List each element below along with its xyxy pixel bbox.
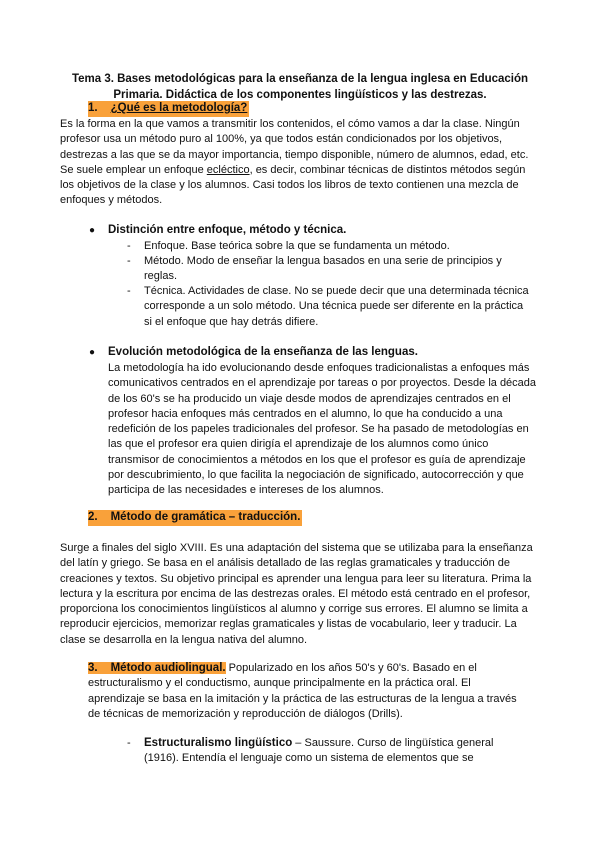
bullet-2-paragraph: La metodología ha ido evolucionando desde enfoques tradicionalistas a enfoques más comunicativos centrados en el aprendizaje por tareas o por proyectos. Desde la década de los 60's se ha producido un viaje desde modos de aprendizajes centrados en el profesor hacia enfoques más centrados en el alumno, lo que ha conducido a una redefición de los papeles tradicionales del profesor. Se ha pasado de metodologías en las que el profesor era quien dirigía el aprendizaje de los alumnos como único transmisor de conocimientos a métodos en los que el profesor es guía de aprendizaje por descubrimiento, lo que facilita la negociación de significado, autocorrección y que participa de las necesidades e intereses de los alumnos. (108, 362, 537, 497)
section-3-sub-dash: - (127, 737, 131, 749)
section-3-title: Método audiolingual. (110, 662, 226, 674)
section-1-paragraph (60, 117, 540, 209)
section-2-heading (88, 510, 302, 526)
section-3-sub-title: Estructuralismo lingüístico (144, 737, 293, 749)
section-3-number: 3. (88, 662, 98, 674)
section-3-heading (88, 662, 226, 674)
bullet-1-item-1-dash: - (127, 240, 131, 252)
section-2-paragraph: Surge a finales del siglo XVIII. Es una adaptación del sistema que se utilizaba para la enseñanza del latín y griego. Se basa en el análisis detallado de las reglas gramaticales y traducción de creaciones y textos. Su objetivo principal es aprender una lengua para leer su literatura. Prima la lectura y la escritura por encima de las destrezas orales. El método está centrado en el profesor, proporciona los conocimientos lingüísticos al alumno y corrige sus errores. El alumno se limita a reproducir ejercicios, memorizar reglas gramaticales y listas de vocabulario, leer y traducir. La clase se desarrolla en la lengua nativa del alumno. (60, 542, 533, 646)
bullet-2-title: Evolución metodológica de la enseñanza de las lenguas. (108, 346, 418, 358)
section-1-number: 1. (88, 102, 98, 114)
title-line-2: Primaria. Didáctica de los componentes lingüísticos y las destrezas. (113, 88, 487, 101)
section-3-sub-item (144, 736, 519, 767)
bullet-1-item-2-dash: - (127, 255, 131, 267)
bullet-2-marker: ● (89, 347, 96, 358)
bullet-1-item-3-dash: - (127, 285, 131, 297)
section-2-number: 2. (88, 511, 98, 523)
eclectico-word: ecléctico (206, 163, 250, 176)
bullet-1-marker: ● (89, 225, 96, 236)
section-2-title: Método de gramática – traducción. (110, 511, 301, 523)
section-3-sub-text: – Saussure. Curso de lingüística general (1916). Entendía el lenguaje como un sistema de elementos que se (144, 737, 494, 765)
bullet-1-item-3: Técnica. Actividades de clase. No se puede decir que una determinada técnica corresponde a un solo método. Una técnica puede ser diferente en la práctica si el enfoque que hay detrás difiere. (144, 285, 529, 328)
section-1-title: ¿Qué es la metodología? (110, 102, 248, 114)
section-1-text-b: , es decir, combinar técnicas de distintos métodos según los objetivos de la clase y los alumnos. Casi todos los libros de texto contienen una mezcla de enfoques y métodos. (60, 163, 526, 207)
section-1-text-a: Es la forma en la que vamos a transmitir los contenidos, el cómo vamos a dar la clase. Ningún profesor usa un método puro al 100%, ya que todos están condicionados por los objetivos, destrezas a las que se da mayor importancia, tiempo disponible, número de alumnos, edad, etc. Se suele emplear un enfoque (60, 118, 529, 176)
bullet-1-title: Distinción entre enfoque, método y técnica. (108, 224, 347, 236)
document-title (60, 72, 540, 103)
section-1-heading (88, 101, 249, 117)
bullet-1-item-2: Método. Modo de enseñar la lengua basados en una serie de principios y reglas. (144, 255, 502, 283)
bullet-1-item-1: Enfoque. Base teórica sobre la que se fundamenta un método. (144, 240, 450, 252)
title-line-1: Tema 3. Bases metodológicas para la enseñanza de la lengua inglesa en Educación (71, 73, 529, 85)
section-3-text: Popularizado en los años 50's y 60's. Basado en el estructuralismo y el conductismo, aunque principalmente en la práctica oral. El aprendizaje se basa en la imitación y la práctica de las estructuras de la lengua a través de técnicas de memorización y reproducción de diálogos (Drills). (88, 662, 517, 720)
section-3-paragraph (88, 661, 528, 722)
